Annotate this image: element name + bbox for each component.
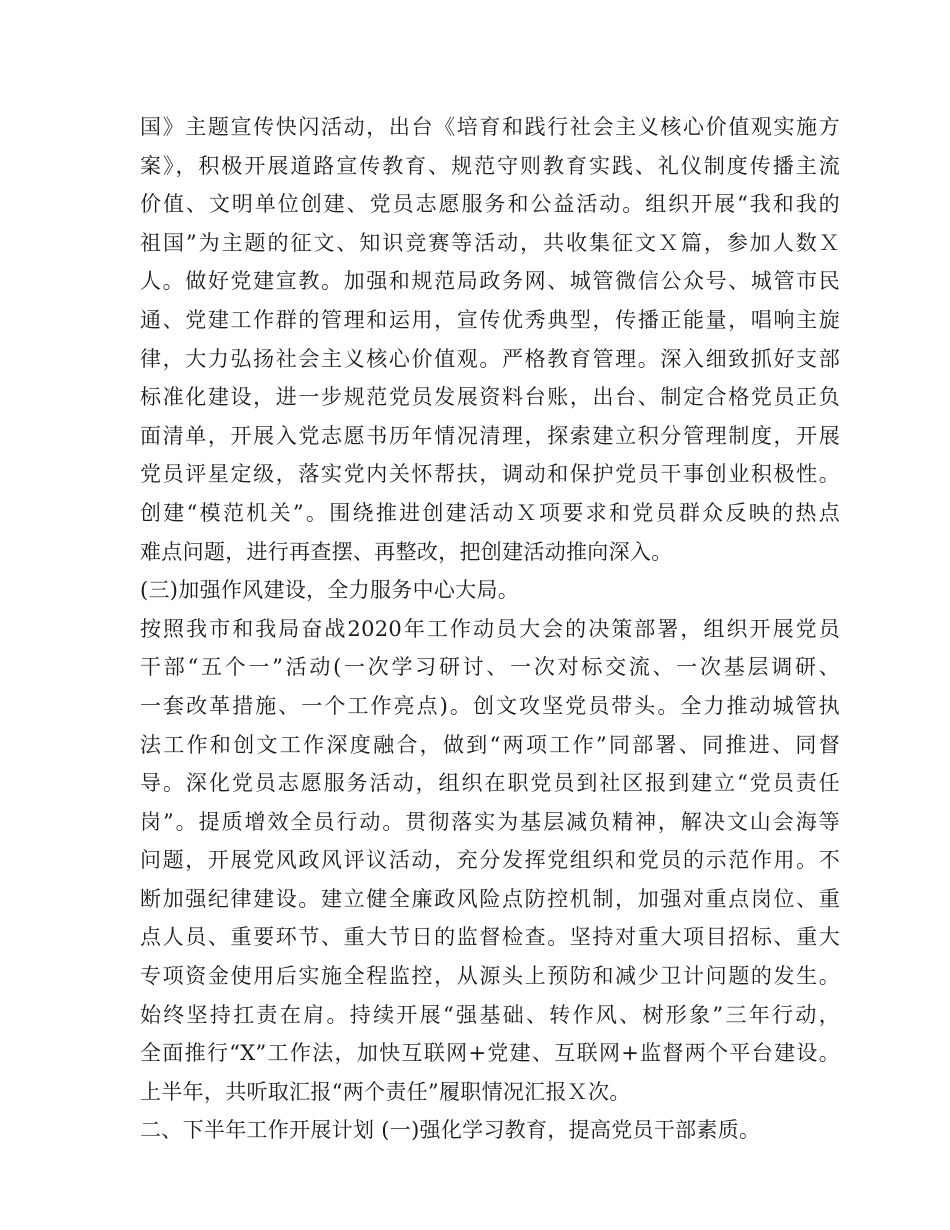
text-line: 通、党建工作群的管理和运用，宣传优秀典型，传播正能量，唱响主旋 [140,307,840,332]
body-text [140,108,840,1150]
text-line: 全面推行“X”工作法，加快互联网+党建、互联网+监督两个平台建设。 [140,1041,840,1066]
text-line: 干部“五个一”活动(一次学习研讨、一次对标交流、一次基层调研、 [140,655,840,680]
text-line: 案》，积极开展道路宣传教育、规范守则教育实践、礼仪制度传播主流 [140,153,840,178]
text-line: 价值、文明单位创建、党员志愿服务和公益活动。组织开展“我和我的 [140,192,840,217]
text-line: 一套改革措施、一个工作亮点)。创文攻坚党员带头。全力推动城管执 [140,693,840,718]
text-line: 法工作和创文工作深度融合，做到“两项工作”同部署、同推进、同督 [140,732,840,757]
text-line: 党员评星定级，落实党内关怀帮扶，调动和保护党员干事创业积极性。 [140,462,840,487]
text-line: 按照我市和我局奋战2020年工作动员大会的决策部署，组织开展党员 [140,616,840,641]
text-line: 导。深化党员志愿服务活动，组织在职党员到社区报到建立“党员责任 [140,771,840,796]
text-line: 国》主题宣传快闪活动，出台《培育和践行社会主义核心价值观实施方 [140,115,840,139]
text-line: 断加强纪律建设。建立健全廉政风险点防控机制，加强对重点岗位、重 [140,886,840,911]
section-heading: 二、下半年工作开展计划 (一)强化学习教育，提高党员干部素质。 [140,1118,761,1143]
text-line: 岗”。提质增效全员行动。贯彻落实为基层减负精神，解决文山会海等 [140,809,840,834]
text-line: 始终坚持扛责在肩。持续开展“强基础、转作风、树形象”三年行动， [140,1002,840,1027]
text-line: 专项资金使用后实施全程监控，从源头上预防和减少卫计问题的发生。 [140,964,840,989]
text-line: 上半年，共听取汇报“两个责任”履职情况汇报Ｘ次。 [140,1079,631,1104]
text-line: 问题，开展党风政风评议活动，充分发挥党组织和党员的示范作用。不 [140,848,840,873]
text-line: 点人员、重要环节、重大节日的监督检查。坚持对重大项目招标、重大 [140,925,840,950]
text-line: 难点问题，进行再查摆、再整改，把创建活动推向深入。 [140,539,673,564]
text-line: 标准化建设，进一步规范党员发展资料台账，出台、制定合格党员正负 [140,385,840,410]
text-line: 面清单，开展入党志愿书历年情况清理，探索建立积分管理制度，开展 [140,423,840,448]
text-line: 祖国”为主题的征文、知识竞赛等活动，共收集征文Ｘ篇，参加人数Ｘ [140,230,840,255]
section-heading: (三)加强作风建设，全力服务中心大局。 [140,578,520,603]
text-line: 律，大力弘扬社会主义核心价值观。严格教育管理。深入细致抓好支部 [140,346,840,371]
text-line: 创建“模范机关”。围绕推进创建活动Ｘ项要求和党员群众反映的热点 [140,500,840,525]
text-line: 人。做好党建宣教。加强和规范局政务网、城管微信公众号、城管市民 [140,269,840,294]
